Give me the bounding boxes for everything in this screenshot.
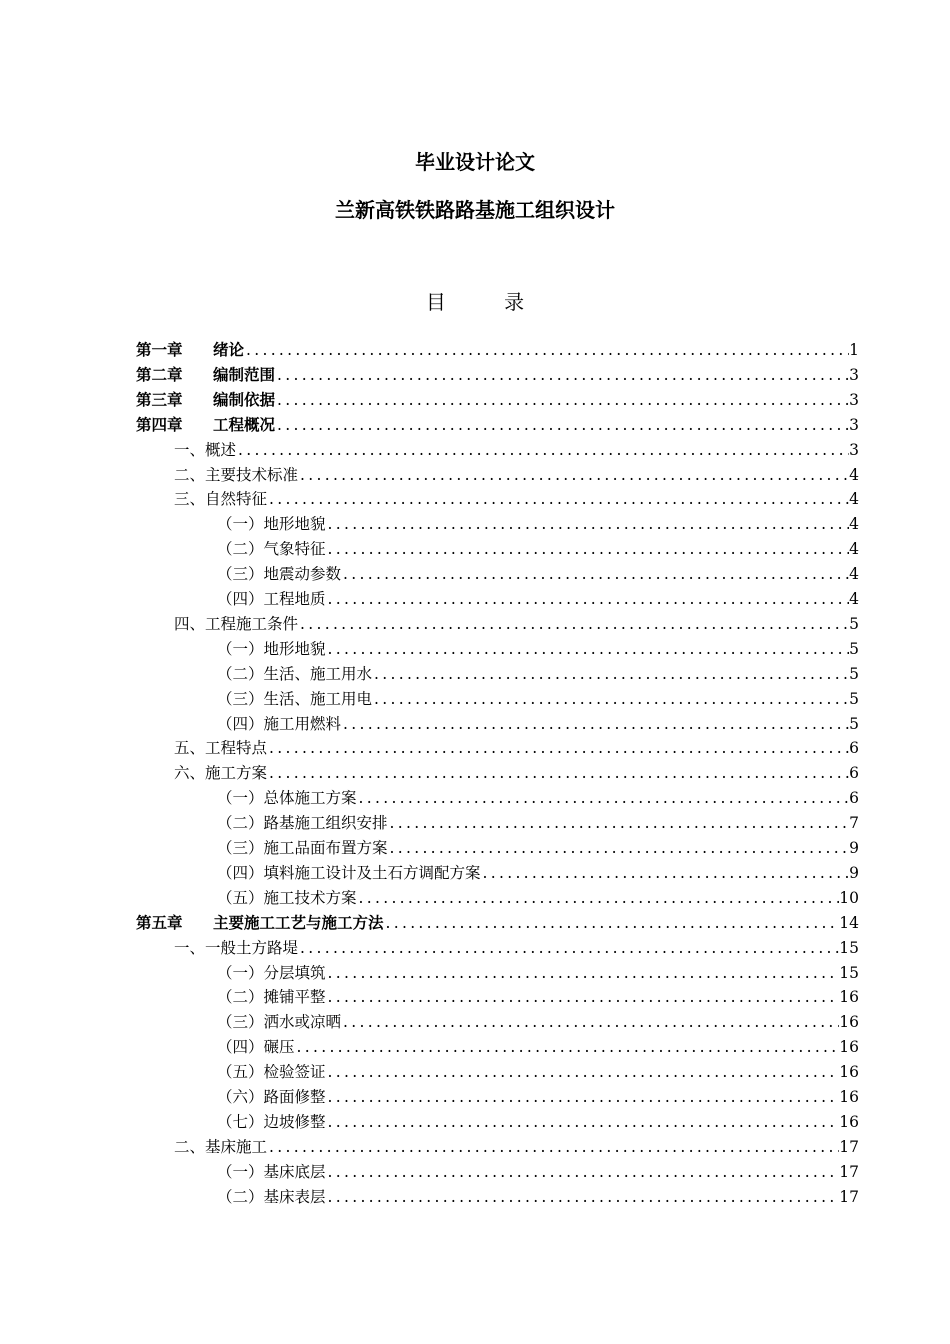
toc-entry-number: 第五章 (136, 912, 183, 932)
toc-dot-leader (267, 1135, 839, 1159)
toc-entry-number: （二） (217, 1187, 264, 1206)
toc-entry[interactable] (174, 612, 859, 636)
toc-entry-number: 第四章 (136, 414, 183, 434)
toc-entry-number: （五） (217, 1063, 264, 1082)
toc-dot-leader (298, 463, 849, 487)
toc-entry-number: （六） (217, 1088, 264, 1106)
toc-entry-number: （一） (217, 1162, 264, 1181)
toc-dot-leader (372, 687, 849, 711)
toc-entry-number: 五、 (174, 739, 206, 758)
toc-entry-page-number: 16 (839, 1038, 859, 1057)
toc-entry-page-number: 1 (849, 341, 859, 359)
toc-entry[interactable] (217, 662, 859, 686)
toc-entry[interactable] (217, 985, 859, 1009)
toc-dot-leader (388, 811, 850, 835)
toc-entry-title: 编制范围 (213, 364, 276, 384)
toc-dot-leader (326, 512, 850, 536)
toc-entry[interactable] (217, 1035, 859, 1059)
toc-dot-leader (326, 1185, 840, 1209)
toc-dot-leader (267, 736, 849, 760)
toc-entry-title: 工程地质 (263, 590, 326, 608)
toc-entry-title: 检验签证 (263, 1063, 326, 1082)
toc-heading: 目 录 (425, 290, 551, 314)
toc-entry-number: 第一章 (136, 340, 183, 359)
toc-entry-page-number: 4 (849, 590, 859, 608)
toc-entry-page-number: 4 (849, 465, 859, 484)
toc-entry-number: （五） (217, 888, 264, 907)
toc-dot-leader (326, 1085, 840, 1109)
toc-entry-page-number: 9 (849, 863, 859, 882)
toc-entry-title: 基床表层 (263, 1187, 326, 1206)
toc-entry-title: 洒水或凉晒 (263, 1013, 342, 1032)
toc-dot-leader (326, 537, 850, 561)
toc-entry-page-number: 5 (849, 714, 859, 733)
toc-entry-title: 主要技术标准 (205, 465, 299, 484)
toc-dot-leader (326, 637, 850, 661)
toc-entry-number: 二、 (174, 1137, 206, 1156)
toc-entry-page-number: 4 (849, 540, 859, 559)
toc-entry[interactable] (217, 512, 859, 536)
toc-entry[interactable] (217, 886, 859, 910)
toc-dot-leader (372, 662, 849, 686)
toc-dot-leader (326, 961, 840, 985)
toc-dot-leader (341, 712, 849, 736)
toc-entry-number: （七） (217, 1112, 264, 1131)
toc-entry-number: 一、 (174, 440, 206, 459)
toc-entry[interactable] (217, 836, 859, 860)
toc-entry[interactable] (217, 1060, 859, 1084)
toc-entry-page-number: 6 (849, 739, 859, 758)
document-subtitle: 兰新高铁铁路路基施工组织设计 (335, 198, 615, 222)
toc-entry[interactable] (217, 562, 859, 586)
toc-dot-leader (275, 388, 849, 412)
toc-entry[interactable] (174, 438, 859, 462)
toc-entry-number: （四） (217, 863, 264, 882)
toc-entry-page-number: 7 (849, 814, 859, 833)
toc-entry-number: （二） (217, 814, 264, 833)
toc-entry-title: 施工品面布置方案 (263, 839, 388, 857)
toc-entry[interactable] (217, 961, 859, 985)
toc-entry-title: 绪论 (213, 340, 245, 359)
toc-entry-page-number: 3 (849, 415, 859, 434)
toc-entry[interactable] (174, 487, 859, 511)
toc-entry-number: （三） (217, 1013, 264, 1032)
toc-entry-number: （一） (217, 963, 264, 982)
toc-entry-number: （二） (217, 664, 264, 683)
toc-entry[interactable] (217, 587, 859, 611)
toc-entry-title: 碾压 (263, 1038, 295, 1057)
toc-entry-page-number: 15 (839, 963, 859, 982)
toc-entry-number: （二） (217, 988, 264, 1007)
toc-entry-title: 施工方案 (205, 764, 268, 783)
toc-entry[interactable] (174, 736, 859, 760)
toc-entry-page-number: 6 (849, 789, 859, 808)
toc-entry[interactable] (136, 413, 859, 437)
toc-dot-leader (481, 861, 850, 885)
toc-entry-title: 路面修整 (263, 1088, 326, 1106)
toc-dot-leader (388, 836, 850, 860)
toc-entry-number: 第二章 (136, 364, 183, 384)
toc-entry[interactable] (136, 911, 859, 935)
toc-entry-page-number: 16 (839, 988, 859, 1007)
toc-entry-title: 一般土方路堤 (205, 938, 299, 957)
toc-entry[interactable] (136, 338, 859, 362)
toc-entry[interactable] (217, 811, 859, 835)
toc-dot-leader (267, 487, 849, 511)
toc-entry-page-number: 16 (839, 1013, 859, 1032)
toc-entry-title: 生活、施工用电 (263, 689, 373, 708)
toc-dot-leader (298, 936, 839, 960)
toc-entry-title: 概述 (205, 440, 237, 459)
toc-entry[interactable] (217, 786, 859, 810)
toc-dot-leader (275, 363, 849, 387)
toc-entry-page-number: 16 (839, 1112, 859, 1131)
toc-entry-number: （一） (217, 515, 264, 534)
toc-entry[interactable] (217, 861, 859, 885)
toc-dot-leader (326, 587, 850, 611)
toc-entry-title: 基床底层 (263, 1162, 326, 1181)
toc-entry-page-number: 3 (849, 390, 859, 409)
toc-entry-number: （三） (217, 565, 264, 584)
toc-dot-leader (357, 886, 840, 910)
toc-entry-number: （四） (217, 590, 264, 608)
toc-entry-title: 边坡修整 (263, 1112, 326, 1131)
toc-dot-leader (326, 1060, 840, 1084)
toc-entry-title: 主要施工工艺与施工方法 (213, 912, 384, 932)
toc-entry-number: （一） (217, 639, 264, 658)
toc-dot-leader (295, 1035, 840, 1059)
toc-entry[interactable] (217, 1010, 859, 1034)
toc-entry-number: 一、 (174, 938, 206, 957)
toc-dot-leader (326, 985, 840, 1009)
toc-entry-title: 气象特征 (263, 540, 326, 559)
toc-dot-leader (326, 1160, 840, 1184)
toc-dot-leader (357, 786, 850, 810)
toc-dot-leader (384, 911, 840, 935)
toc-dot-leader (298, 612, 849, 636)
toc-entry[interactable] (217, 1085, 859, 1109)
toc-entry-title: 摊铺平整 (263, 988, 326, 1007)
toc-entry-page-number: 4 (849, 565, 859, 584)
toc-entry-number: （二） (217, 540, 264, 559)
toc-dot-leader (236, 438, 849, 462)
toc-entry-number: 六、 (174, 764, 206, 783)
toc-entry-page-number: 16 (839, 1088, 859, 1106)
toc-entry[interactable] (217, 1110, 859, 1134)
toc-dot-leader (326, 1110, 840, 1134)
toc-dot-leader (244, 338, 849, 362)
toc-entry-number: （四） (217, 1038, 264, 1057)
toc-entry-page-number: 4 (849, 515, 859, 534)
document-title: 毕业设计论文 (415, 150, 535, 174)
toc-entry-page-number: 15 (839, 938, 859, 957)
toc-entry[interactable] (136, 363, 859, 387)
toc-entry-page-number: 10 (839, 888, 859, 907)
toc-entry-title: 编制依据 (213, 389, 276, 409)
toc-entry-page-number: 5 (849, 664, 859, 683)
toc-entry-number: （一） (217, 789, 264, 808)
toc-entry-page-number: 16 (839, 1063, 859, 1082)
toc-entry-number: 四、 (174, 614, 206, 633)
toc-entry-title: 地形地貌 (263, 639, 326, 658)
toc-entry-number: 第三章 (136, 389, 183, 409)
toc-entry-page-number: 5 (849, 614, 859, 633)
toc-entry-number: 二、 (174, 465, 206, 484)
toc-entry-title: 填料施工设计及土石方调配方案 (263, 863, 481, 882)
toc-entry-title: 分层填筑 (263, 963, 326, 982)
toc-entry-number: 三、 (174, 490, 206, 509)
toc-entry-page-number: 3 (849, 365, 859, 384)
toc-entry-title: 工程特点 (205, 739, 268, 758)
toc-entry[interactable] (174, 936, 859, 960)
toc-entry-page-number: 14 (839, 913, 859, 932)
toc-entry-page-number: 4 (849, 490, 859, 509)
toc-entry-title: 地震动参数 (263, 565, 342, 584)
toc-entry-title: 施工用燃料 (263, 714, 342, 733)
toc-entry-page-number: 17 (839, 1162, 859, 1181)
toc-entry[interactable] (217, 687, 859, 711)
toc-entry-page-number: 17 (839, 1187, 859, 1206)
toc-entry-title: 工程概况 (213, 414, 276, 434)
toc-entry-page-number: 17 (839, 1137, 859, 1156)
toc-entry-page-number: 9 (849, 839, 859, 857)
toc-entry-page-number: 3 (849, 440, 859, 459)
toc-entry[interactable] (217, 1185, 859, 1209)
toc-entry[interactable] (217, 1160, 859, 1184)
toc-entry-title: 生活、施工用水 (263, 664, 373, 683)
toc-dot-leader (275, 413, 849, 437)
toc-entry[interactable] (217, 537, 859, 561)
toc-entry-page-number: 5 (849, 689, 859, 708)
toc-entry[interactable] (217, 712, 859, 736)
toc-entry[interactable] (217, 637, 859, 661)
toc-entry-number: （三） (217, 689, 264, 708)
toc-entry-title: 地形地貌 (263, 515, 326, 534)
toc-dot-leader (341, 1010, 839, 1034)
toc-entry-title: 施工技术方案 (263, 888, 357, 907)
toc-entry[interactable] (174, 463, 859, 487)
toc-dot-leader (341, 562, 849, 586)
toc-entry-title: 路基施工组织安排 (263, 814, 388, 833)
toc-entry-page-number: 6 (849, 764, 859, 783)
toc-entry-number: （四） (217, 714, 264, 733)
toc-entry[interactable] (136, 388, 859, 412)
toc-dot-leader (267, 761, 849, 785)
toc-entry-page-number: 5 (849, 639, 859, 658)
toc-entry-title: 自然特征 (205, 490, 268, 509)
toc-entry[interactable] (174, 1135, 859, 1159)
toc-entry-number: （三） (217, 839, 264, 857)
toc-entry-title: 总体施工方案 (263, 789, 357, 808)
toc-entry[interactable] (174, 761, 859, 785)
toc-entry-title: 工程施工条件 (205, 614, 299, 633)
toc-entry-title: 基床施工 (205, 1137, 268, 1156)
